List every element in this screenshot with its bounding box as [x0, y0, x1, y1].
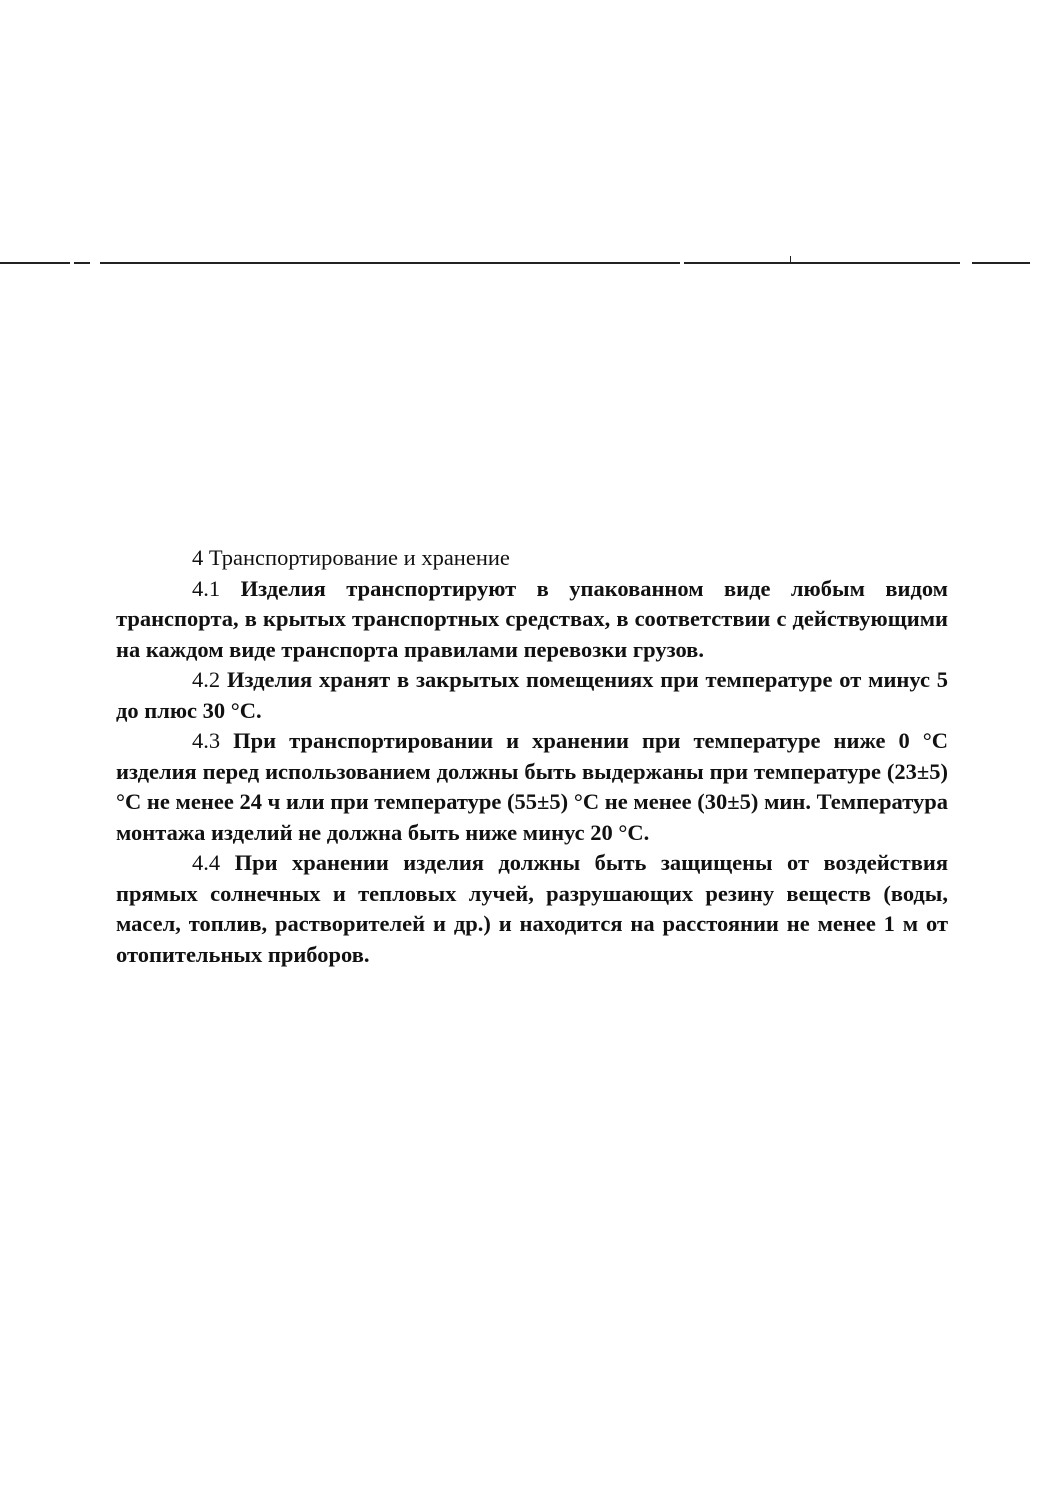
document-body	[116, 543, 948, 970]
paragraph-4-4	[116, 848, 948, 970]
paragraph-4-2	[116, 665, 948, 726]
paragraph-number: 4.4	[192, 850, 221, 875]
paragraph-number: 4.1	[192, 575, 221, 601]
page-divider-line	[0, 262, 1030, 264]
paragraph-text: При транспортировании и хранении при температуре ниже 0 °С изделия перед использованием должны быть выдержаны при температуре (23±5) °С не менее 24 ч или при температуре (55±5) °С не менее (30±5) мин. Температура монтажа изделий не должна быть ниже минус 20 °С.	[116, 728, 949, 845]
paragraph-number: 4.2	[192, 667, 221, 692]
paragraph-text: Изделия хранят в закрытых помещениях при температуре от минус 5 до плюс 30 °С.	[116, 667, 948, 723]
divider-tick-mark	[790, 256, 791, 263]
paragraph-4-1	[116, 574, 948, 666]
paragraph-4-3	[116, 726, 948, 848]
section-heading: 4 Транспортирование и хранение	[192, 545, 510, 570]
paragraph-text: При хранении изделия должны быть защищены от воздействия прямых солнечных и тепловых лучей, разрушающих резину веществ (воды, масел, топлив, растворителей и др.) и находится на расстоянии не менее 1 м от отопительных приборов.	[116, 850, 949, 967]
paragraph-text: Изделия транспортируют в упакованном виде любым видом транспорта, в крытых транспортных средствах, в соответствии с действующими на каждом виде транспорта правилами перевозки грузов.	[116, 575, 948, 662]
paragraph-number: 4.3	[192, 728, 221, 753]
